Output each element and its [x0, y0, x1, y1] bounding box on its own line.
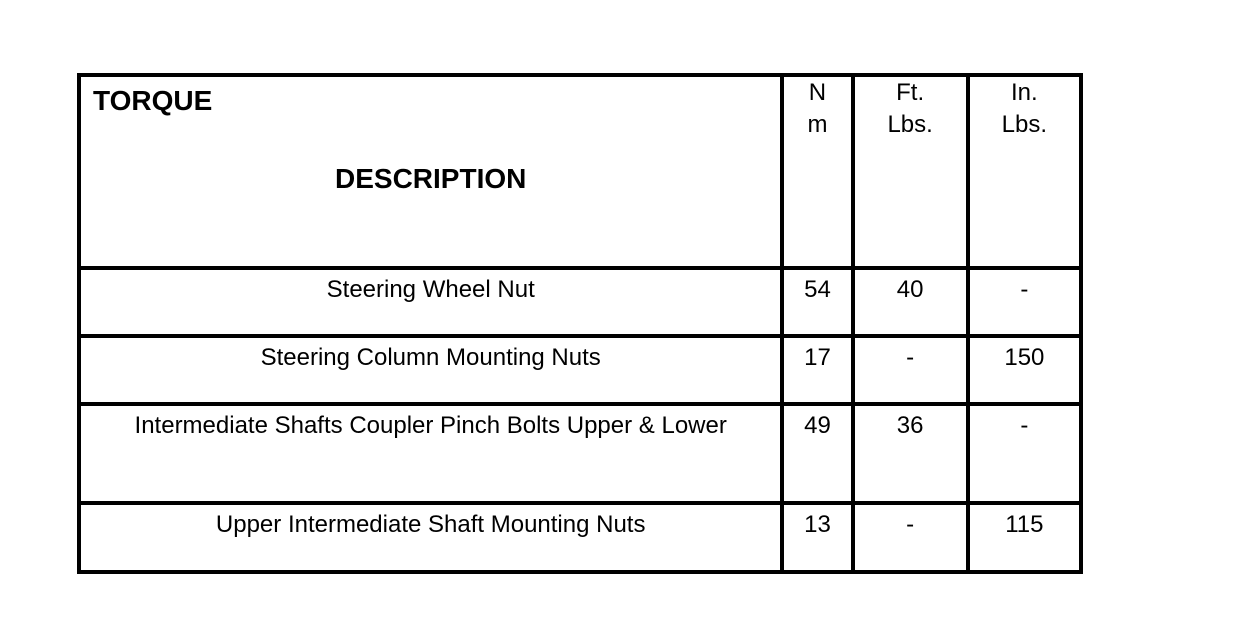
row-ft-lbs-value: -: [906, 511, 915, 538]
ft-lbs-cell: [853, 404, 968, 503]
description-header-cell: [79, 75, 782, 268]
row-nm-value: 49: [804, 412, 831, 439]
ft-lbs-cell: [853, 503, 968, 572]
description-heading: DESCRIPTION: [335, 163, 527, 194]
table-row: [79, 336, 1081, 404]
nm-cell: [782, 268, 852, 336]
description-cell: [79, 503, 782, 572]
table-row: [79, 404, 1081, 503]
row-description: Steering Column Mounting Nuts: [260, 344, 601, 371]
row-in-lbs-value: 150: [1004, 344, 1045, 371]
description-cell: [79, 404, 782, 503]
nm-cell: [782, 336, 852, 404]
table-row: [79, 503, 1081, 572]
row-in-lbs-value: -: [1020, 276, 1029, 303]
row-in-lbs-value: 115: [1005, 511, 1044, 538]
torque-heading: TORQUE: [93, 85, 213, 116]
in-lbs-cell: [968, 336, 1081, 404]
ft-lbs-header-cell: [853, 75, 968, 268]
table-header-row: [79, 75, 1081, 268]
in-lbs-cell: [968, 503, 1081, 572]
nm-cell: [782, 404, 852, 503]
nm-heading: N m: [807, 79, 828, 138]
row-ft-lbs-value: 36: [896, 412, 924, 439]
row-nm-value: 54: [804, 276, 831, 303]
row-description: Steering Wheel Nut: [326, 276, 535, 303]
in-lbs-cell: [968, 404, 1081, 503]
ft-lbs-cell: [853, 268, 968, 336]
ft-lbs-cell: [853, 336, 968, 404]
row-nm-value: 17: [804, 344, 831, 371]
table-row: [79, 268, 1081, 336]
row-ft-lbs-value: 40: [896, 276, 924, 303]
row-ft-lbs-value: -: [906, 344, 915, 371]
nm-header-cell: [782, 75, 852, 268]
ft-lbs-heading: Ft. Lbs.: [887, 79, 933, 138]
row-description: Upper Intermediate Shaft Mounting Nuts: [215, 511, 646, 538]
in-lbs-cell: [968, 268, 1081, 336]
in-lbs-heading: In. Lbs.: [1001, 79, 1048, 138]
row-nm-value: 13: [804, 511, 831, 538]
row-in-lbs-value: -: [1020, 412, 1029, 439]
nm-cell: [782, 503, 852, 572]
description-cell: [79, 268, 782, 336]
description-cell: [79, 336, 782, 404]
in-lbs-header-cell: [968, 75, 1081, 268]
row-description: Intermediate Shafts Coupler Pinch Bolts Upper & Lower: [134, 412, 727, 439]
torque-specification-table: [77, 73, 1083, 574]
